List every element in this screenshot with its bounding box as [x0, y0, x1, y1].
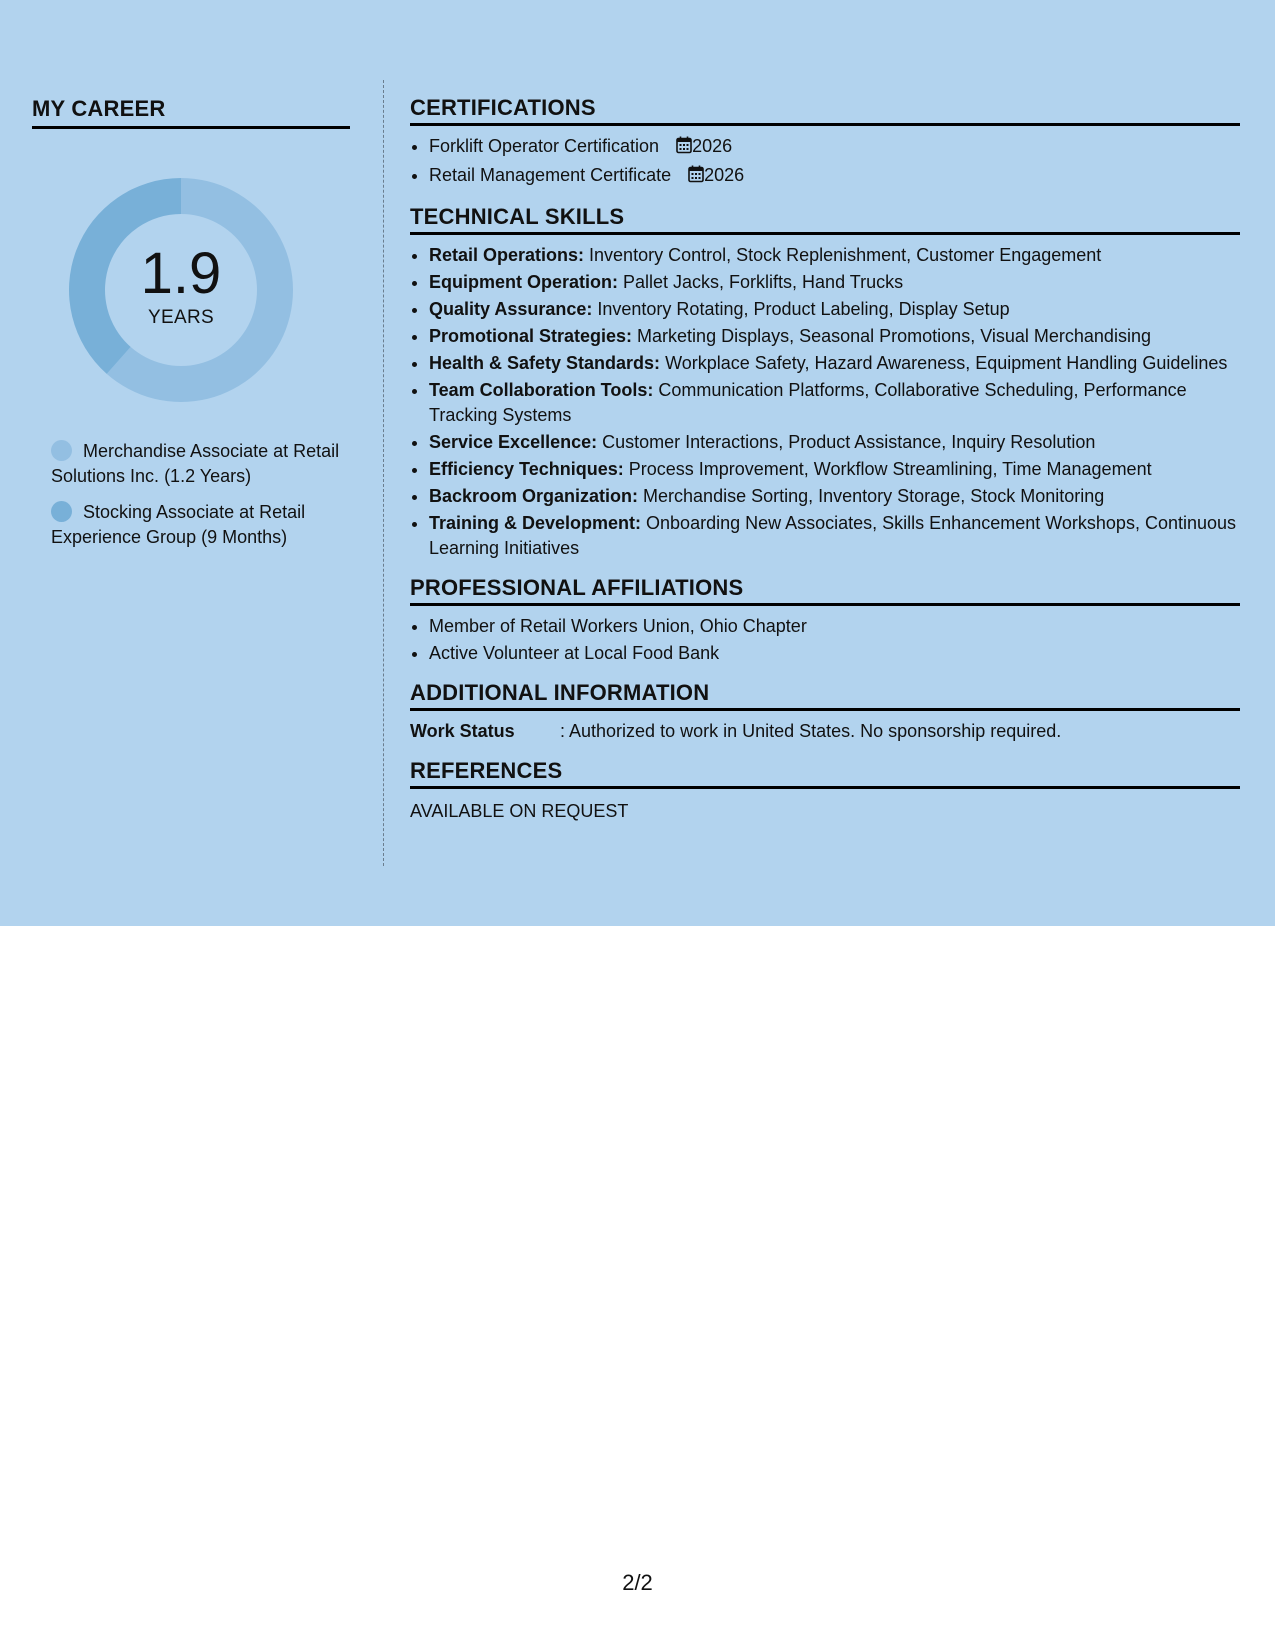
- skill-text: Merchandise Sorting, Inventory Storage, Stock Monitoring: [638, 486, 1105, 506]
- skill-item: [429, 511, 1240, 561]
- career-total-years: 1.9: [140, 241, 222, 306]
- affiliations-title: PROFESSIONAL AFFILIATIONS: [410, 575, 1240, 606]
- certifications-list: [410, 134, 1240, 190]
- skill-text: Inventory Control, Stock Replenishment, Customer Engagement: [584, 245, 1102, 265]
- affiliations-list: [410, 614, 1240, 666]
- skill-text: Pallet Jacks, Forklifts, Hand Trucks: [618, 272, 904, 292]
- skill-label: Service Excellence:: [429, 432, 598, 452]
- career-entry-text: Merchandise Associate at Retail Solutions Inc. (1.2 Years): [51, 441, 340, 486]
- skill-text: Communication Platforms, Collaborative Scheduling, Performance Tracking Systems: [429, 380, 1187, 425]
- skill-text: Onboarding New Associates, Skills Enhancement Workshops, Continuous Learning Initiatives: [429, 513, 1237, 558]
- skill-item: [429, 243, 1240, 268]
- skill-text: Customer Interactions, Product Assistance, Inquiry Resolution: [597, 432, 1096, 452]
- skill-item: [429, 430, 1240, 455]
- references-title: REFERENCES: [410, 758, 1240, 789]
- skill-item: [429, 457, 1240, 482]
- technical-skills-section: [410, 204, 1240, 561]
- career-entry: [51, 439, 350, 489]
- skill-label: Equipment Operation:: [429, 272, 618, 292]
- work-status-value: : Authorized to work in United States. No sponsorship required.: [560, 721, 1062, 741]
- skill-label: Team Collaboration Tools:: [429, 380, 654, 400]
- certification-year: 2026: [692, 136, 733, 156]
- skill-label: Quality Assurance:: [429, 299, 593, 319]
- skill-label: Retail Operations:: [429, 245, 585, 265]
- affiliation-item: • Member of Retail Workers Union, Ohio Chapter: [429, 614, 1240, 639]
- calendar-icon: [676, 136, 692, 161]
- affiliation-item: • Active Volunteer at Local Food Bank: [429, 641, 1240, 666]
- page-number: 2/2: [622, 1570, 653, 1595]
- certification-name: Forklift Operator Certification: [429, 136, 660, 156]
- skill-item: [429, 378, 1240, 428]
- skill-label: Backroom Organization:: [429, 486, 639, 506]
- technical-skills-title: TECHNICAL SKILLS: [410, 204, 1240, 235]
- skill-item: [429, 484, 1240, 509]
- legend-dot-icon: [51, 440, 72, 461]
- skill-label: Efficiency Techniques:: [429, 459, 624, 479]
- work-status-row: [410, 719, 1240, 744]
- career-legend: [32, 439, 350, 550]
- skill-text: Workplace Safety, Hazard Awareness, Equipment Handling Guidelines: [660, 353, 1228, 373]
- certifications-section: [410, 95, 1240, 190]
- donut-center: [66, 175, 296, 405]
- certification-item: [429, 134, 1240, 161]
- skill-label: Promotional Strategies:: [429, 326, 633, 346]
- references-section: [410, 758, 1240, 824]
- career-entry: [51, 500, 350, 550]
- additional-information-title: ADDITIONAL INFORMATION: [410, 680, 1240, 711]
- skill-text: Process Improvement, Workflow Streamlining, Time Management: [623, 459, 1152, 479]
- skill-label: Training & Development:: [429, 513, 642, 533]
- skill-text: Inventory Rotating, Product Labeling, Display Setup: [592, 299, 1010, 319]
- skill-text: Marketing Displays, Seasonal Promotions, Visual Merchandising: [632, 326, 1151, 346]
- calendar-icon: [688, 165, 704, 190]
- certification-year: 2026: [704, 165, 745, 185]
- affiliations-section: [410, 575, 1240, 666]
- main-column: [410, 95, 1240, 824]
- skill-item: [429, 351, 1240, 376]
- skill-item: [429, 270, 1240, 295]
- additional-information-section: [410, 680, 1240, 744]
- work-status-label: Work Status: [410, 721, 515, 741]
- career-column: [32, 96, 350, 561]
- certification-item: [429, 163, 1240, 190]
- skill-item: [429, 324, 1240, 349]
- career-entry-text: Stocking Associate at Retail Experience Group (9 Months): [51, 502, 306, 547]
- certifications-title: CERTIFICATIONS: [410, 95, 1240, 126]
- career-total-unit: YEARS: [148, 307, 214, 328]
- career-title: MY CAREER: [32, 96, 350, 129]
- technical-skills-list: [410, 243, 1240, 561]
- career-donut-chart: [66, 175, 296, 405]
- certification-name: Retail Management Certificate: [429, 165, 672, 185]
- skill-item: [429, 297, 1240, 322]
- column-divider: [383, 80, 384, 866]
- skill-label: Health & Safety Standards:: [429, 353, 661, 373]
- legend-dot-icon: [51, 501, 72, 522]
- references-text: AVAILABLE ON REQUEST: [410, 801, 629, 821]
